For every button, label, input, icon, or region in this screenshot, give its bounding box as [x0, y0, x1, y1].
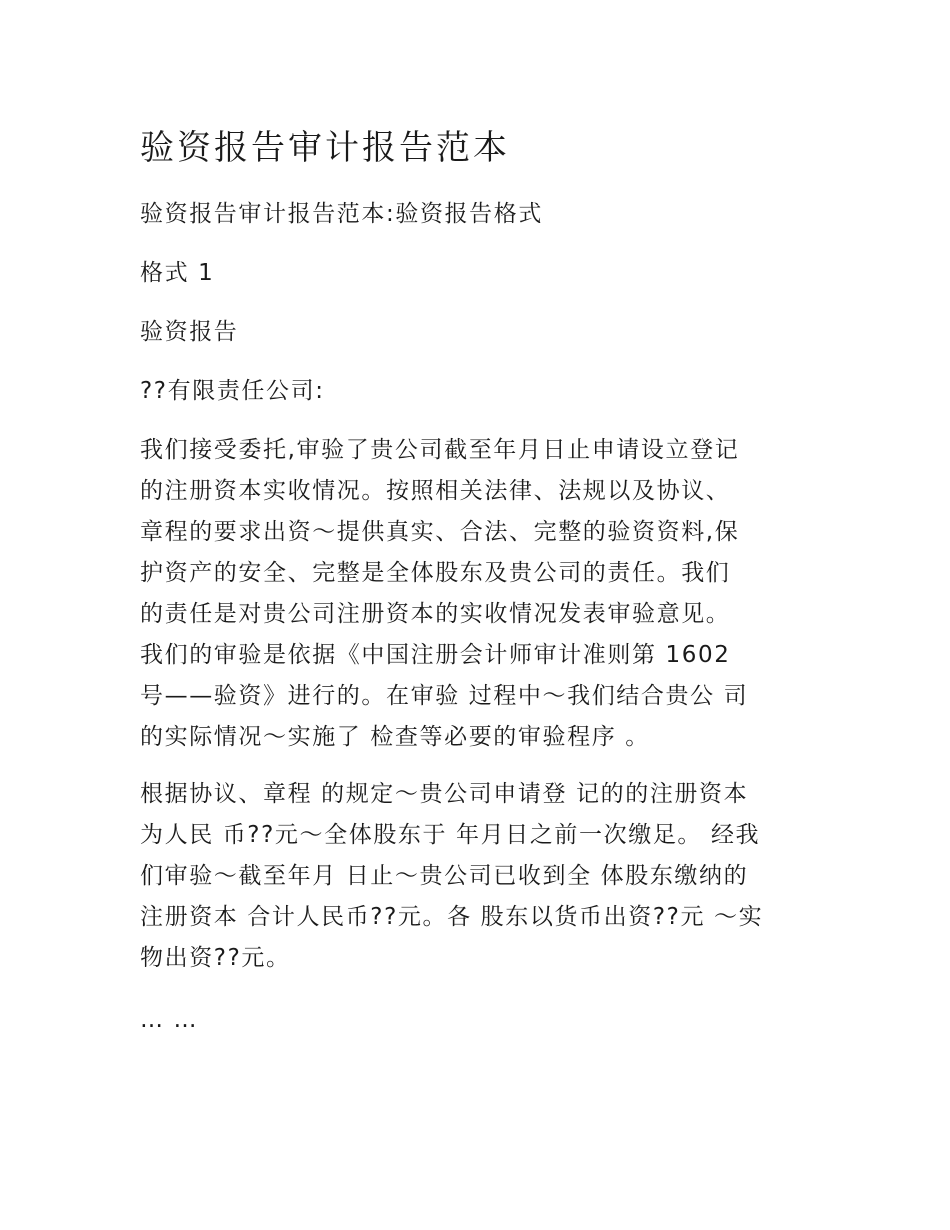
- paragraph-line: 根据协议、章程 的规定～贵公司申请登 记的的注册资本: [140, 781, 749, 807]
- paragraph-line: 章程的要求出资～提供真实、合法、完整的验资资料,保: [140, 519, 740, 545]
- report-heading: 验资报告: [140, 319, 239, 345]
- paragraph-line: 们审验～截至年月 日止～贵公司已收到全 体股东缴纳的: [140, 863, 749, 889]
- paragraph-line: 我们的审验是依据《中国注册会计师审计准则第 1602: [140, 642, 731, 668]
- paragraph-line: 的实际情况～实施了 检查等必要的审验程序 。: [140, 724, 650, 750]
- paragraph-verification: [140, 774, 820, 979]
- paragraph-line: 注册资本 合计人民币??元。各 股东以货币出资??元 ～实: [140, 904, 764, 930]
- paragraph-acceptance: [140, 430, 820, 758]
- paragraph-line: 护资产的安全、完整是全体股东及贵公司的责任。我们: [140, 560, 731, 586]
- paragraph-line: 的责任是对贵公司注册资本的实收情况发表审验意见。: [140, 601, 731, 627]
- paragraph-line: 物出资??元。: [140, 945, 291, 971]
- format-label: 格式 1: [140, 260, 215, 286]
- ellipsis: … …: [140, 1007, 199, 1033]
- paragraph-line: 的注册资本实收情况。按照相关法律、法规以及协议、: [140, 478, 731, 504]
- paragraph-line: 为人民 币??元～全体股东于 年月日之前一次缴足。 经我: [140, 822, 761, 848]
- paragraph-line: 我们接受委托,审验了贵公司截至年月日止申请设立登记: [140, 437, 740, 463]
- document-subtitle: 验资报告审计报告范本:验资报告格式: [140, 201, 543, 227]
- paragraph-line: 号——验资》进行的。在审验 过程中～我们结合贵公 司: [140, 683, 749, 709]
- document-title: 验资报告审计报告范本: [140, 128, 510, 168]
- addressee: ??有限责任公司:: [140, 378, 325, 404]
